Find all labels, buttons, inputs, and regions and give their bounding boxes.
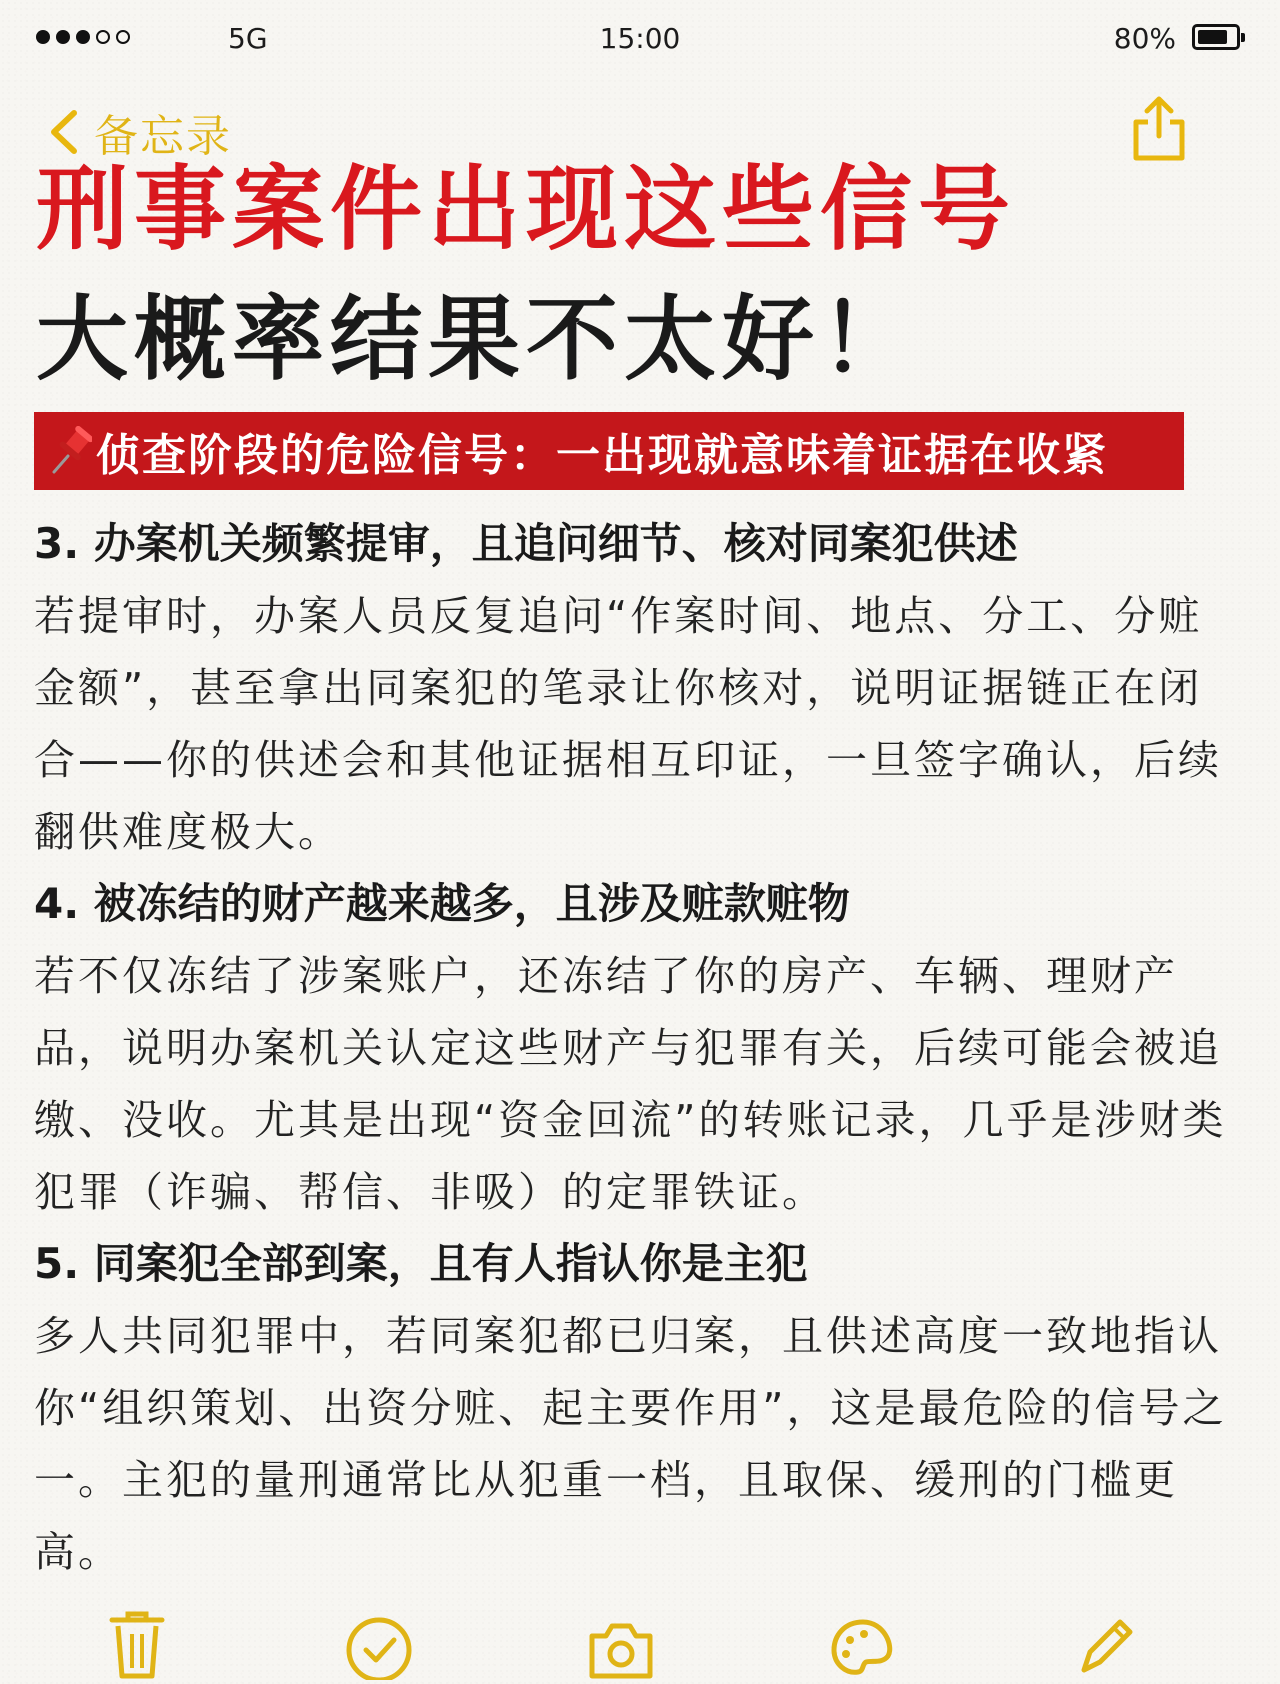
battery-level — [1198, 30, 1227, 44]
section-paragraph: 若提审时，办案人员反复追问“作案时间、地点、分工、分赃金额”，甚至拿出同案犯的笔录让你核对，说明证据链正在闭合——你的供述会和其他证据相互印证，一旦签字确认，后续翻供难度极大。 — [34, 592, 1222, 856]
section-heading: 5. 同案犯全部到案，且有人指认你是主犯 — [34, 1239, 808, 1288]
title-line-1: 刑事案件出现这些信号 — [36, 156, 1017, 263]
trash-icon — [102, 1610, 172, 1680]
section-3 — [34, 508, 1244, 868]
clock: 15:00 — [599, 22, 681, 55]
section-heading: 4. 被冻结的财产越来越多，且涉及赃款赃物 — [34, 879, 850, 928]
section-paragraph: 若不仅冻结了涉案账户，还冻结了你的房产、车辆、理财产品，说明办案机关认定这些财产与犯罪有关，后续可能会被追缴、没收。尤其是出现“资金回流”的转账记录，几乎是涉财类犯罪（诈骗、帮信、非吸）的定罪铁证。 — [34, 952, 1227, 1216]
palette-icon — [828, 1610, 898, 1680]
battery-percent: 80% — [1113, 22, 1176, 55]
checklist-icon — [344, 1610, 414, 1680]
compose-button[interactable] — [1070, 1610, 1140, 1671]
network-type: 5G — [228, 22, 268, 55]
section-heading: 3. 办案机关频繁提审，且追问细节、核对同案犯供述 — [34, 519, 1018, 568]
section-paragraph: 多人共同犯罪中，若同案犯都已归案，且供述高度一致地指认你“组织策划、出资分赃、起主要作用”，这是最危险的信号之一。主犯的量刑通常比从犯重一档，且取保、缓刑的门槛更高。 — [34, 1312, 1227, 1576]
pushpin-icon — [48, 426, 92, 476]
status-bar — [0, 0, 1280, 80]
compose-icon — [1070, 1610, 1140, 1680]
section-4 — [34, 868, 1244, 1228]
title-line-2: 大概率结果不太好！ — [36, 286, 919, 393]
bottom-toolbar — [0, 1610, 1280, 1671]
section-5 — [34, 1228, 1244, 1588]
battery-icon — [1192, 24, 1240, 50]
camera-button[interactable] — [586, 1610, 656, 1671]
delete-button[interactable] — [102, 1610, 172, 1671]
back-label: 备忘录 — [94, 111, 232, 162]
camera-icon — [586, 1610, 656, 1680]
markup-button[interactable] — [828, 1610, 898, 1671]
checklist-button[interactable] — [344, 1610, 414, 1671]
note-body[interactable] — [34, 508, 1244, 1588]
section-banner — [34, 412, 1184, 490]
banner-text: 侦查阶段的危险信号：一出现就意味着证据在收紧 — [96, 430, 1108, 481]
